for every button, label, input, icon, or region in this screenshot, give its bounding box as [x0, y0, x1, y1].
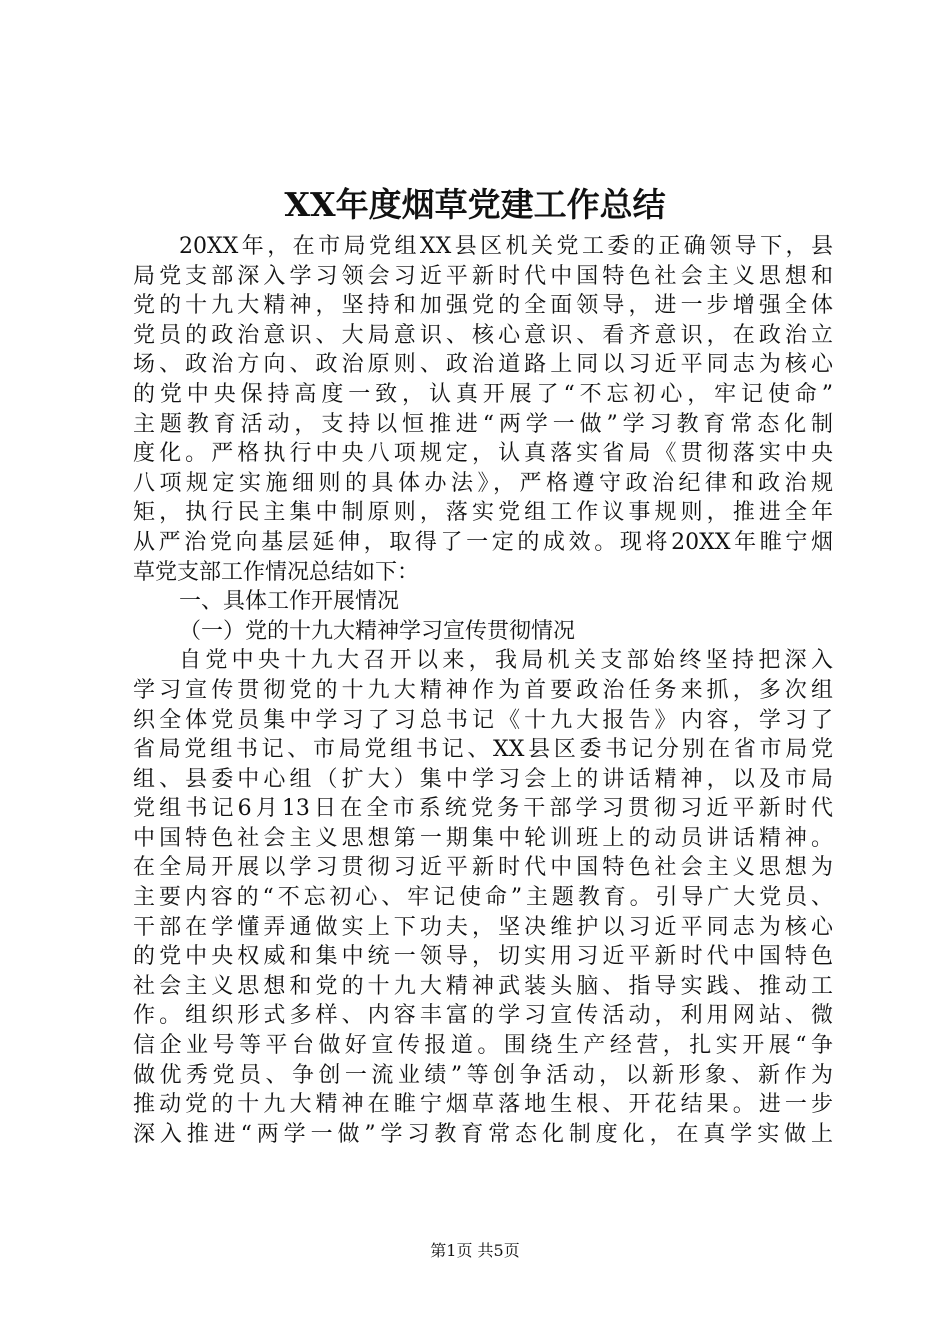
text-line: 在全局开展以学习贯彻习近平新时代中国特色社会主义思想为 [133, 855, 833, 881]
text-line: 八项规定实施细则的具体办法》，严格遵守政治纪律和政治规 [133, 470, 833, 496]
text-line: 度化。严格执行中央八项规定，认真落实省局《贯彻落实中央 [133, 441, 833, 467]
text-line: 织全体党员集中学习了习总书记《十九大报告》内容，学习了 [133, 707, 833, 733]
subsection-heading: （一）党的十九大精神学习宣传贯彻情况 [179, 618, 576, 644]
text-line: 党的十九大精神，坚持和加强党的全面领导，进一步增强全体 [133, 293, 833, 319]
text-line: 党组书记6月13日在全市系统党务干部学习贯彻习近平新时代 [133, 796, 833, 822]
text-line: 党员的政治意识、大局意识、核心意识、看齐意识，在政治立 [133, 322, 833, 348]
text-line: 中国特色社会主义思想第一期集中轮训班上的动员讲话精神。 [133, 825, 833, 851]
text-line: 干部在学懂弄通做实上下功夫，坚决维护以习近平同志为核心 [133, 914, 833, 940]
text-line: 社会主义思想和党的十九大精神武装头脑、指导实践、推动工 [133, 973, 833, 999]
text-line: 做优秀党员、争创一流业绩”等创争活动，以新形象、新作为 [133, 1062, 833, 1088]
text-line: 从严治党向基层延伸，取得了一定的成效。现将20XX年睢宁烟 [133, 529, 833, 555]
text-line: 草党支部工作情况总结如下： [133, 559, 420, 585]
text-line: 推动党的十九大精神在睢宁烟草落地生根、开花结果。进一步 [133, 1092, 833, 1118]
document-title: XX年度烟草党建工作总结 [284, 185, 666, 224]
text-line: 学习宣传贯彻党的十九大精神作为首要政治任务来抓，多次组 [133, 677, 833, 703]
text-line: 作。组织形式多样、内容丰富的学习宣传活动，利用网站、微 [133, 1003, 833, 1029]
text-line: 信企业号等平台做好宣传报道。围绕生产经营，扎实开展“争 [133, 1033, 833, 1059]
text-line: 20XX年，在市局党组XX县区机关党工委的正确领导下，县 [179, 234, 833, 259]
text-line: 局党支部深入学习领会习近平新时代中国特色社会主义思想和 [133, 263, 833, 289]
text-line: 自党中央十九大召开以来，我局机关支部始终坚持把深入 [179, 648, 833, 674]
text-line: 场、政治方向、政治原则、政治道路上同以习近平同志为核心 [133, 352, 833, 378]
page-footer: 第1页 共5页 [430, 1241, 520, 1260]
text-line: 的党中央权威和集中统一领导，切实用习近平新时代中国特色 [133, 944, 833, 970]
document-body [133, 232, 833, 1149]
text-line: 深入推进“两学一做”学习教育常态化制度化，在真学实做上 [133, 1121, 833, 1147]
text-line: 组、县委中心组（扩大）集中学习会上的讲话精神，以及市局 [133, 766, 833, 792]
text-line: 主题教育活动，支持以恒推进“两学一做”学习教育常态化制 [133, 411, 833, 437]
section-heading: 一、具体工作开展情况 [179, 589, 400, 615]
text-line: 的党中央保持高度一致，认真开展了“不忘初心，牢记使命” [133, 381, 833, 407]
text-line: 主要内容的“不忘初心、牢记使命”主题教育。引导广大党员、 [133, 885, 833, 911]
text-line: 矩，执行民主集中制原则，落实党组工作议事规则，推进全年 [133, 500, 833, 526]
text-line: 省局党组书记、市局党组书记、XX县区委书记分别在省市局党 [133, 737, 833, 763]
